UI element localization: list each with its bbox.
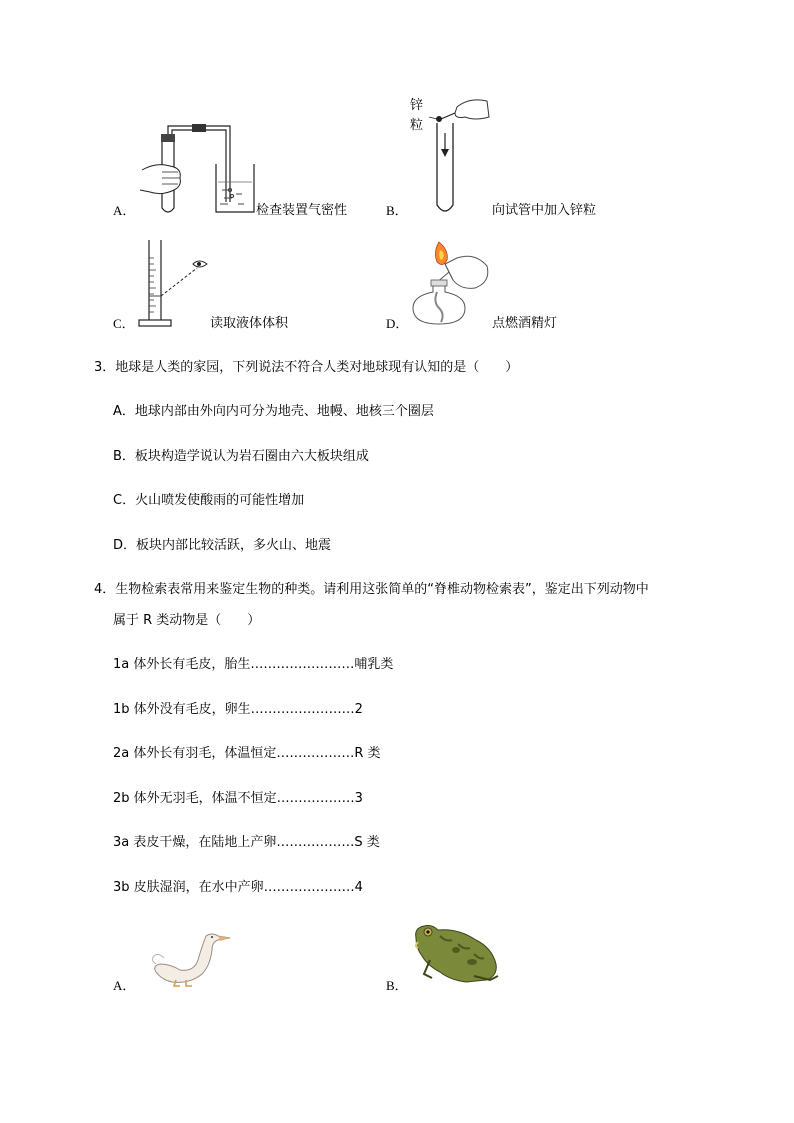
frog-picture [410,920,502,986]
key-row-2a: 2a 体外长有羽毛，体温恒定………………R 类 [113,746,381,761]
q3-option-d: D．板块内部比较活跃，多火山、地震 [113,538,332,553]
q4-stem-line-1: 4．生物检索表常用来鉴定生物的种类。请利用这张简单的“脊椎动物检索表”，鉴定出下列动物中 [94,582,649,597]
goose-picture [142,930,234,988]
q3-option-a: A．地球内部由外向内可分为地壳、地幔、地核三个圈层 [113,404,434,419]
q3-option-b: B．板块构造学说认为岩石圈由六大板块组成 [113,449,369,464]
key-row-1a: 1a 体外长有毛皮，胎生……………………哺乳类 [113,657,394,672]
q2-option-c-letter: C． [113,316,135,331]
zinc-test-tube-figure [425,95,495,217]
q2-option-b-caption: 向试管中加入锌粒 [492,203,597,218]
zinc-label-1: 锌 [410,98,424,113]
zinc-label-2: 粒 [410,118,424,133]
q2-option-b-letter: B． [386,203,408,218]
q2-option-c-caption: 读取液体体积 [210,316,289,331]
q4-option-a-letter: A． [113,978,136,993]
q2-option-d-letter: D． [386,316,409,331]
key-row-3a: 3a 表皮干燥，在陆地上产卵………………S 类 [113,835,380,850]
graduated-cylinder-figure [135,238,215,328]
q4-option-b-letter: B． [386,978,408,993]
key-row-2b: 2b 体外无羽毛，体温不恒定………………3 [113,791,363,806]
q2-option-a-letter: A． [113,203,136,218]
q2-option-a-caption: 检查装置气密性 [256,203,348,218]
key-row-1b: 1b 体外没有毛皮，卵生……………………2 [113,702,363,717]
q3-option-c: C．火山喷发使酸雨的可能性增加 [113,493,305,508]
q2-option-d-caption: 点燃酒精灯 [492,316,558,331]
airtightness-apparatus-figure [132,120,256,220]
q4-stem-line-2: 属于 R 类动物是（ ） [113,613,261,628]
key-row-3b: 3b 皮肤湿润，在水中产卵…………………4 [113,880,363,895]
q3-stem: 3．地球是人类的家园，下列说法不符合人类对地球现有认知的是（ ） [94,360,519,375]
alcohol-lamp-figure [405,238,495,330]
